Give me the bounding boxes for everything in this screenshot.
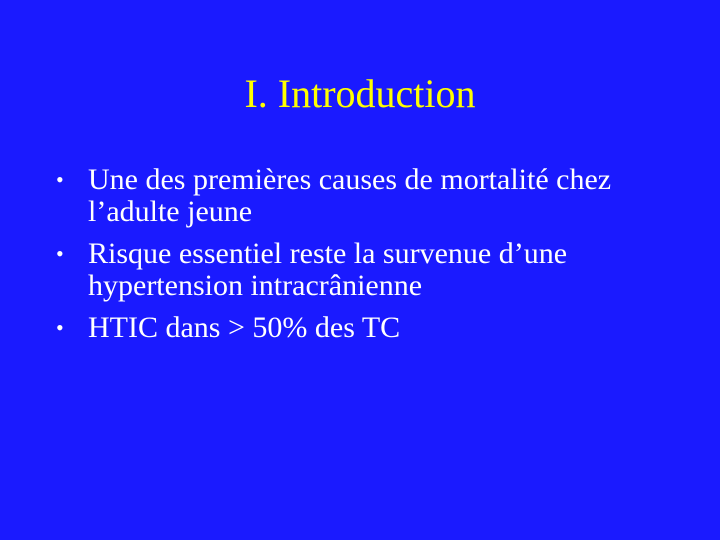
bullet-text-1: Une des premières causes de mortalité chez l’adulte jeune xyxy=(88,163,612,228)
bullet-text-2: Risque essentiel reste la survenue d’une hypertension intracrânienne xyxy=(88,237,568,302)
bullet-icon: • xyxy=(56,167,64,192)
bullet-icon: • xyxy=(56,241,64,266)
bullet-text-3: HTIC dans > 50% des TC xyxy=(88,311,401,344)
bullet-icon: • xyxy=(56,315,64,340)
bullet-item-3 xyxy=(56,312,676,344)
bullet-item-2 xyxy=(56,238,676,302)
slide-title: I. Introduction xyxy=(244,71,476,116)
bullet-item-1 xyxy=(56,164,676,228)
bullet-list xyxy=(56,164,676,354)
